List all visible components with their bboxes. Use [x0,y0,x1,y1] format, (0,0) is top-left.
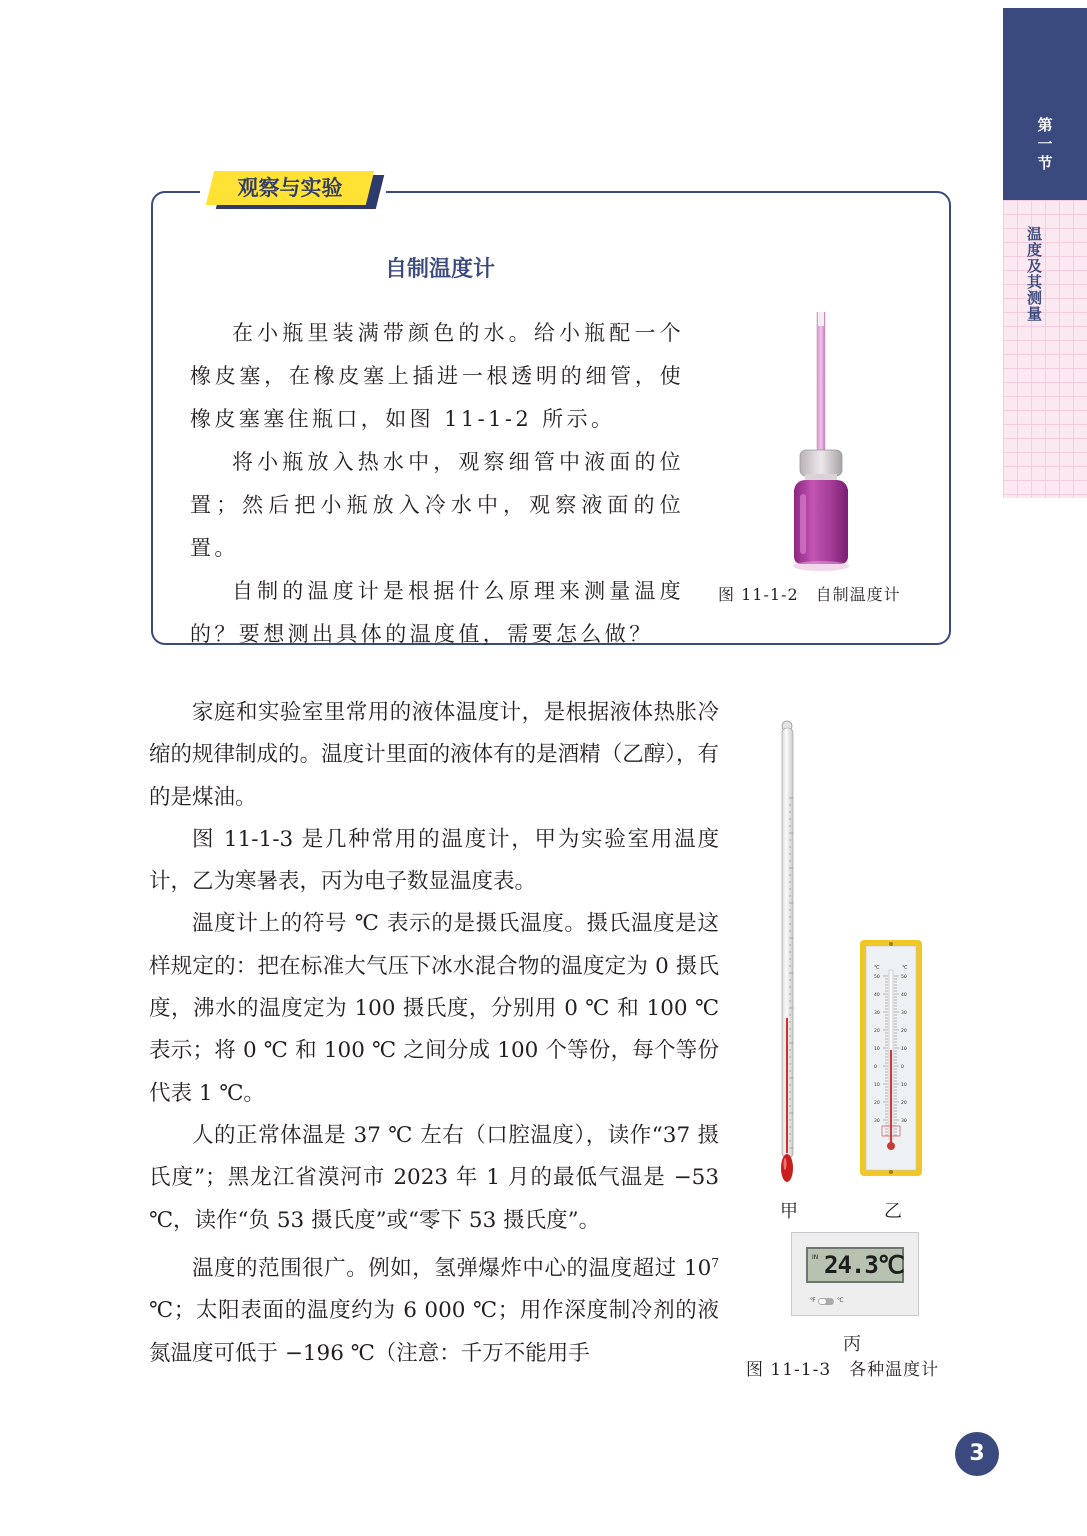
body-paragraph: 温度的范围很广。例如，氢弹爆炸中心的温度超过 $10^7$ ℃；太阳表面的温度约为 6 000 ℃；用作深度制冷剂的液氮温度可低于 −196 ℃（注意：千万不能用手 [149,1255,719,1366]
scale-tick-label: 30 [901,1011,907,1016]
display-reading: 24.3℃ [824,1251,904,1279]
label-yi: 乙 [884,1201,902,1222]
body-paragraph: 人的正常体温是 37 ℃ 左右（口腔温度），读作“37 摄氏度”；黑龙江省漠河市 2023 年 1 月的最低气温是 −53 ℃，读作“负 53 摄氏度”或“零下 53 摄氏度”。 [149,1122,719,1233]
scale-tick-label: 10 [874,1047,880,1052]
scale-tick-label: 30 [874,1119,880,1124]
body-paragraph: 家庭和实验室里常用的液体温度计，是根据液体热胀冷缩的规律制成的。温度计里面的液体有的是酒精（乙醇），有的是煤油。 [149,700,719,810]
digital-thermometer-image [791,1232,919,1316]
figure-11-1-2-caption: 图 11-1-2 自制温度计 [718,585,901,604]
label-bing: 丙 [843,1334,861,1355]
experiment-title: 自制温度计 [384,257,495,282]
scale-tick-label: 20 [901,1029,907,1034]
topic-label: 温度及其测量 [1025,226,1043,322]
lab-thermometer-image [776,718,800,1188]
chapter-side-tab [1003,8,1087,498]
scale-tick-label: 10 [874,1083,880,1088]
scale-tick-label: 30 [901,1119,907,1124]
scale-tick-label: 20 [874,1101,880,1106]
scale-tick-label: 50 [874,975,880,980]
display-prefix: IN [812,1254,819,1261]
scale-unit-right: ℃ [902,965,908,971]
unit-switch: ℉ ℃ [810,1297,844,1304]
lcd-display [806,1247,904,1283]
experiment-text [190,312,684,656]
scale-tick-label: 0 [874,1065,877,1070]
body-paragraph: 图 11-1-3 是几种常用的温度计，甲为实验室用温度计，乙为寒暑表，丙为电子数显温度表。 [149,826,719,895]
experiment-paragraph: 自制的温度计是根据什么原理来测量温度的？要想测出具体的温度值，需要怎么做？ [190,579,684,646]
homemade-thermometer-image [786,312,856,574]
scale-tick-label: 50 [901,975,907,980]
scale-tick-label: 0 [901,1065,904,1070]
experiment-paragraph: 将小瓶放入热水中，观察细管中液面的位置；然后把小瓶放入冷水中，观察液面的位置。 [190,450,684,560]
scale-tick-label: 20 [874,1029,880,1034]
topic-panel [1003,200,1087,498]
scale-tick-label: 40 [901,993,907,998]
body-paragraph: 温度计上的符号 ℃ 表示的是摄氏温度。摄氏温度是这样规定的：把在标准大气压下冰水混合物的温度定为 0 摄氏度，沸水的温度定为 100 摄氏度，分别用 0 ℃ 和 100 ℃ 表示；将 0 ℃ 和 100 ℃ 之间分成 100 个等份，每个等份代表 1 ℃。 [149,911,719,1106]
scale-tick-label: 10 [901,1083,907,1088]
page-number: 3 [955,1432,999,1476]
figure-11-1-3-caption: 图 11-1-3 各种温度计 [746,1360,940,1380]
wall-thermometer-image [860,940,922,1176]
scale-tick-label: 40 [874,993,880,998]
scale-tick-label: 10 [901,1047,907,1052]
exponent: 7 [711,1255,719,1270]
section-label: 第一节 [1003,8,1087,200]
experiment-paragraph: 在小瓶里装满带颜色的水。给小瓶配一个橡皮塞，在橡皮塞上插进一根透明的细管，使橡皮塞塞住瓶口，如图 11-1-2 所示。 [190,321,684,431]
label-jia: 甲 [780,1201,798,1222]
scale-unit-left: ℃ [874,965,880,971]
scale-tick-label: 20 [901,1101,907,1106]
main-body-text [149,692,719,1375]
scale-tick-label: 30 [874,1011,880,1016]
experiment-header-label: 观察与实验 [237,176,343,200]
experiment-header [210,171,380,209]
